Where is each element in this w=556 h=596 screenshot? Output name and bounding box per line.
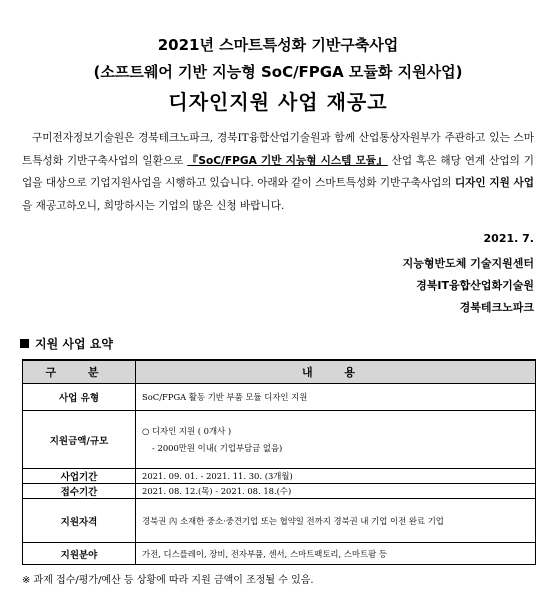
table-row — [23, 543, 536, 565]
org-3: 경북테크노파크 — [459, 301, 534, 314]
paragraph-text-a: 구미전자정보기술원은 경북테크노파크, 경북IT융합산업기술원과 함께 산업통상자원부가 주관하고 있는 스마트특성화 기반구축사업의 일환으로 — [22, 132, 534, 167]
table-header-row — [23, 360, 536, 384]
square-bullet-icon — [20, 339, 29, 348]
table-row — [23, 499, 536, 543]
org-1: 지능형반도체 기술지원센터 — [402, 257, 534, 270]
announcement-paragraph — [22, 127, 534, 217]
row-value: 2021. 09. 01. - 2021. 11. 30. (3개월) — [136, 469, 536, 484]
row-value: 2021. 08. 12.(목) - 2021. 08. 18.(수) — [136, 484, 536, 499]
section-heading — [20, 335, 113, 352]
org-2: 경북IT융합산업화기술원 — [416, 279, 534, 292]
row-label: 사업 유형 — [23, 384, 136, 411]
title-line-1: 2021년 스마트특성화 기반구축사업 — [157, 36, 399, 54]
footnote: ※ 과제 접수/평가/예산 등 상황에 따라 지원 금액이 조정될 수 있음. — [22, 575, 314, 586]
table-row — [23, 384, 536, 411]
row-value-line-1: ○ 디자인 지원 ( 0개사 ) — [142, 425, 232, 436]
paragraph-text-b: 산업 혹은 해당 연계 산업의 기업을 대상으로 기업지원사업을 시행하고 있습니다. 아래와 같이 스마트특성화 기반구축사업의 — [22, 154, 534, 190]
row-value: SoC/FPGA 활동 기반 부품 모듈 디자인 지원 — [136, 384, 536, 411]
section-title: 지원 사업 요약 — [35, 337, 113, 351]
title-line-2: (소프트웨어 기반 지능형 SoC/FPGA 모듈화 지원사업) — [93, 63, 463, 81]
highlight-text: 『SoC/FPGA 기반 지능형 시스템 모듈』 — [187, 154, 388, 167]
date: 2021. 7. — [483, 232, 534, 245]
row-value: 가전, 디스플레이, 장비, 전자부품, 센서, 스마트팩토리, 스마트팜 등 — [136, 543, 536, 565]
row-label: 접수기간 — [23, 484, 136, 499]
row-value — [136, 411, 536, 469]
table-row — [23, 411, 536, 469]
table-row — [23, 469, 536, 484]
summary-table — [22, 359, 536, 565]
table-row — [23, 484, 536, 499]
announcement-body — [22, 127, 534, 217]
row-label: 지원분야 — [23, 543, 136, 565]
paragraph-text-c: 을 재공고하오니, 희망하시는 기업의 많은 신청 바랍니다. — [22, 199, 285, 212]
row-label: 지원자격 — [23, 499, 136, 543]
row-value: 경북권 內 소재한 중소·중견기업 또는 협약일 전까지 경북권 내 기업 이전 완료 기업 — [136, 499, 536, 543]
header-col-1: 구 분 — [23, 360, 136, 384]
row-value-line-2: - 2000만원 이내( 기업부담금 없음) — [152, 442, 283, 453]
bold-text: 디자인 지원 사업 — [454, 177, 535, 190]
row-label: 사업기간 — [23, 469, 136, 484]
row-label: 지원금액/규모 — [23, 411, 136, 469]
header-col-2: 내 용 — [136, 360, 536, 384]
page-title: 디자인지원 사업 재공고 — [168, 90, 388, 114]
